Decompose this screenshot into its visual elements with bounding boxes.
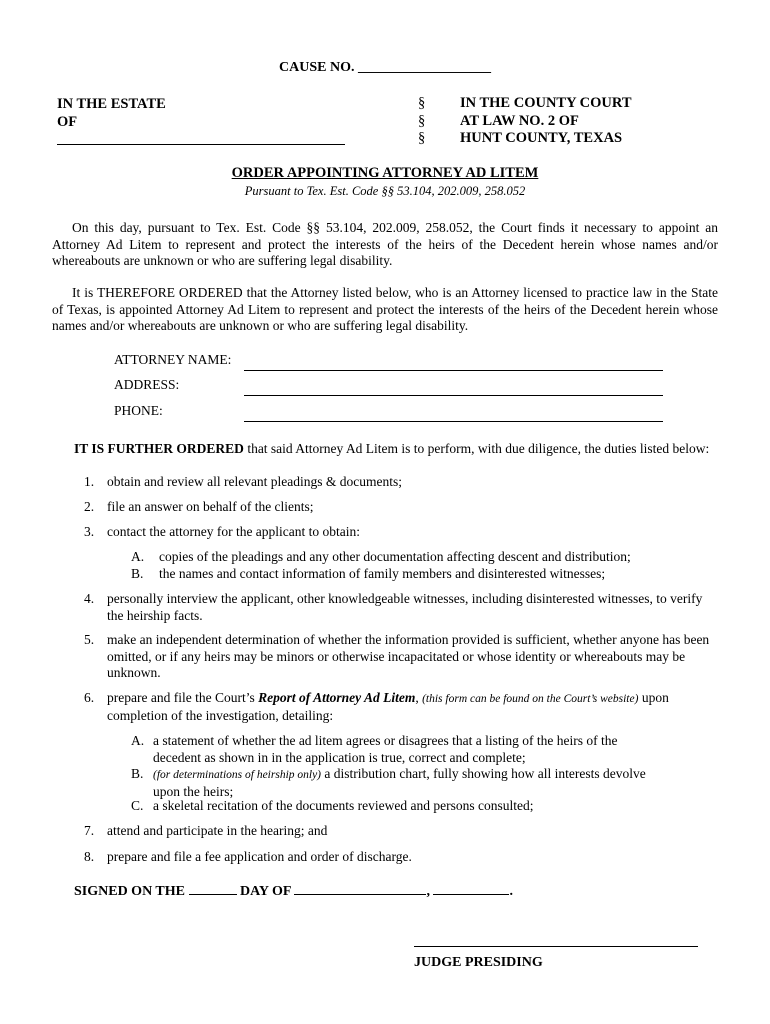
duty-2-number: 2. — [84, 499, 95, 514]
attorney-name-field[interactable] — [244, 370, 663, 371]
duty-1-number: 1. — [84, 474, 95, 489]
section-symbol-1: § — [418, 95, 426, 111]
estate-name-blank — [57, 144, 345, 145]
phone-field[interactable] — [244, 421, 663, 422]
pursuant-citation: Pursuant to Tex. Est. Code §§ 53.104, 202.009, 258.052 — [244, 184, 526, 198]
duty-3a-letter: A. — [131, 549, 145, 564]
duty-4-number: 4. — [84, 591, 95, 606]
section-symbols — [418, 95, 425, 148]
judge-signature-line[interactable] — [414, 946, 698, 947]
report-form-title: Report of Attorney Ad Litem — [258, 690, 416, 705]
duty-6c-letter: C. — [131, 798, 144, 813]
paragraph-ordered — [52, 285, 718, 335]
phone-label: PHONE: — [114, 403, 163, 418]
further-ordered-rest: that said Attorney Ad Litem is to perform, with due diligence, the duties listed below: — [243, 441, 710, 456]
duty-6a-text: a statement of whether the ad litem agrees or disagrees that a listing of the heirs of the decedent as shown in in the application is true, correct and complete; — [153, 733, 618, 765]
duty-5-number: 5. — [84, 632, 95, 647]
section-symbol-3: § — [418, 130, 426, 146]
cause-number: CAUSE NO. ___________________ — [279, 60, 491, 75]
signed-year-blank[interactable] — [433, 882, 509, 895]
estate-line-1: IN THE ESTATE — [57, 96, 166, 112]
signed-month-blank[interactable] — [294, 882, 426, 895]
duty-6-text-e: upon completion of the investigation, detailing: — [107, 690, 669, 723]
duty-1-text: obtain and review all relevant pleadings & documents; — [107, 474, 403, 489]
signed-line — [74, 882, 513, 900]
estate-caption — [57, 95, 166, 131]
duty-5-text: make an independent determination of whether the information provided is sufficient, whether anyone has been omitted, or if any heirs may be minors or otherwise incapacitated or whose identity or whereabouts may be unknown. — [107, 632, 710, 680]
duty-3-number: 3. — [84, 524, 95, 539]
duty-6a-letter: A. — [131, 733, 145, 748]
paragraph-ordered-text: It is THEREFORE ORDERED that the Attorney listed below, who is an Attorney licensed to practice law in the State of Texas, is appointed Attorney Ad Litem to represent and protect the interests of the heirs of the Decedent herein whose names and/or whereabouts are unknown or who are suffering legal disability. — [52, 285, 718, 333]
duty-6-text-c: , — [415, 690, 423, 705]
duty-6-number: 6. — [84, 690, 95, 705]
attorney-name-label: ATTORNEY NAME: — [114, 352, 232, 367]
duty-6b-letter: B. — [131, 766, 144, 781]
signed-on-label: SIGNED ON THE — [74, 884, 185, 899]
duty-2-text: file an answer on behalf of the clients; — [107, 499, 314, 514]
duty-6-text — [107, 690, 719, 724]
further-ordered — [74, 441, 754, 457]
signed-day-blank[interactable] — [189, 882, 237, 895]
form-location-note: (this form can be found on the Court’s website) — [422, 693, 639, 705]
further-ordered-bold: IT IS FURTHER ORDERED — [74, 441, 244, 456]
duty-7-text: attend and participate in the hearing; and — [107, 823, 328, 838]
duty-3a-text: copies of the pleadings and any other documentation affecting descent and distribution; — [159, 549, 631, 564]
order-title — [0, 165, 770, 182]
estate-line-2: OF — [57, 114, 78, 130]
signed-period: . — [509, 884, 513, 899]
order-title-text: ORDER APPOINTING ATTORNEY AD LITEM — [231, 165, 539, 181]
address-field[interactable] — [244, 395, 663, 396]
duty-3-text: contact the attorney for the applicant to obtain: — [107, 524, 361, 539]
address-label: ADDRESS: — [114, 377, 180, 392]
duty-3b-letter: B. — [131, 566, 144, 581]
paragraph-findings-text: On this day, pursuant to Tex. Est. Code §§ 53.104, 202.009, 258.052, the Court finds it necessary to appoint an Attorney Ad Litem to represent and protect the interests of the heirs of the Decedent herein whose names and/or whereabouts are unknown or who are suffering legal disability. — [52, 220, 718, 268]
duty-6b-italic: (for determinations of heirship only) — [153, 769, 322, 781]
court-line-1: IN THE COUNTY COURT — [460, 95, 632, 111]
duty-6b-text — [153, 766, 653, 800]
signed-comma: , — [426, 884, 430, 899]
judge-presiding-label: JUDGE PRESIDING — [414, 955, 543, 970]
duty-7-number: 7. — [84, 823, 95, 838]
section-symbol-2: § — [418, 112, 426, 129]
court-line-3: HUNT COUNTY, TEXAS — [460, 130, 623, 146]
duty-8-number: 8. — [84, 849, 95, 864]
court-caption — [460, 95, 632, 148]
duty-6c-text: a skeletal recitation of the documents reviewed and persons consulted; — [153, 798, 534, 813]
duty-6b-rest: a distribution chart, fully showing how all interests devolve upon the heirs; — [153, 766, 646, 799]
day-of-label: DAY OF — [240, 884, 291, 899]
duty-8-text: prepare and file a fee application and order of discharge. — [107, 849, 412, 864]
duty-6-text-a: prepare and file the Court’s — [107, 690, 259, 705]
duty-3b-text: the names and contact information of family members and disinterested witnesses; — [159, 566, 606, 581]
court-line-2: AT LAW NO. 2 OF — [460, 112, 579, 129]
paragraph-findings — [52, 220, 718, 270]
duty-4-text: personally interview the applicant, other knowledgeable witnesses, including disinterested witnesses, to verify the heirship facts. — [107, 591, 703, 623]
